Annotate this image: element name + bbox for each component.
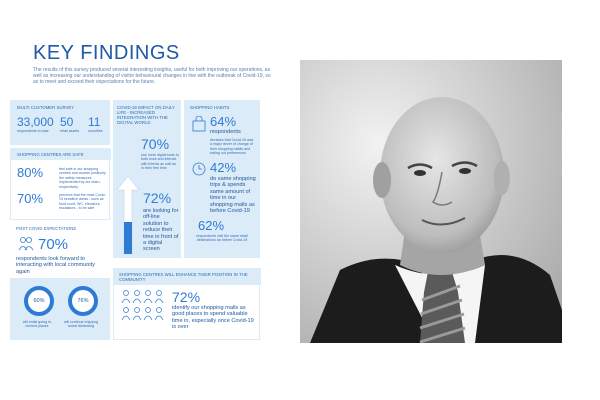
ring-value: 60% [33,298,45,304]
centres-panel [10,148,110,220]
habits-text-1: declares that Covid-19 was a major driver of change of their shopping habits and eating out preferences [210,138,254,156]
digital-text-1: use more digital tools to both work and interact with friends as well as in their free time [141,153,179,171]
survey-stat-value: 11 [88,115,101,129]
survey-stat-label: retail assets [60,129,80,133]
post-covid-caption: POST COVID EXPECTATIONS [16,226,77,231]
community-text: identify our shopping malls as good places to spend valuable time in, especially once Covid-19 is over [172,305,254,331]
survey-stat-label: countries [88,129,103,133]
survey-stat-value: 33,000 [17,115,54,129]
post-covid-value: 70% [38,236,69,253]
habits-text-3: respondents visit the same retail destinations as before Covid-19 [196,234,248,243]
community-caption: SHOPPING CENTRES WILL ENHANCE THEIR POSITION IN THE COMMUNITY [114,269,261,285]
survey-stat-value: 50 [60,115,74,129]
habits-caption: SHOPPING HABITS [190,105,230,110]
people-group-icon [120,289,166,338]
ring-label: will continue enjoying social distancing [64,320,98,329]
digital-caption: COVID-19 IMPACT ON DAILY LIFE - INCREASED INTEGRATION WITH THE DIGITAL WORLD [117,105,175,125]
digital-value-1-text: 70% [141,136,170,152]
survey-stat [17,115,54,133]
post-covid-text: respondents look forward to interacting with local community again [16,256,95,275]
rings-panel [10,278,110,340]
digital-value-1 [141,136,169,154]
centres-value-1: 80% [17,165,44,180]
ring-label: will enlist going to cinema places [22,320,52,329]
habits-text-2: do same shopping trips & spends same amount of time in our shopping malls as before Covid-19 [210,176,256,215]
survey-panel [10,100,110,145]
portrait-photo [300,60,562,343]
habits-value-3: 62% [198,218,225,233]
centres-text-2: perceive that the most Covid-19 sensitive areas - such as food court, WC, elevators, escalators - to be safe [59,193,106,211]
survey-caption: MULTI CUSTOMER SURVEY [17,105,75,110]
habits-value-1: 64% [210,114,237,129]
centres-value-2: 70% [17,191,44,206]
survey-stat [60,115,82,133]
post-covid-panel [10,222,110,340]
shopping-bag-icon [192,116,206,137]
ring-value: 76% [77,298,89,304]
habits-value-2: 42% [210,160,237,175]
digital-text-2: are looking for off-line solution to reduce their time in front of a digital screen [143,208,179,253]
page-title: KEY FINDINGS [33,42,180,64]
habits-label-1: respondents [210,129,241,135]
habits-panel [184,100,260,258]
community-panel [113,268,260,340]
community-value: 72% [172,289,201,305]
ring-chart [24,286,54,316]
digital-value-2: 72% [143,190,172,206]
centres-text-1: feel safe in our shopping centres and access positively the safety measures implemented by our team, respectively [59,167,106,189]
survey-stat [88,115,110,133]
arrow-up-icon [117,176,139,259]
survey-stat-label: respondents in total [17,129,49,133]
ring-chart [68,286,98,316]
digital-panel [113,100,181,258]
people-icon [18,236,34,257]
centres-caption: SHOPPING CENTRES ARE SAFE [11,149,111,160]
intro-text: The results of this survey produced several interesting insights, useful for both improving our operations, as well as increasing our understanding of visitor behavioural changes in line with the outbreak of Covid-19, so as to meet and exceed their expectations for the future. [33,67,271,85]
clock-icon [192,162,206,181]
